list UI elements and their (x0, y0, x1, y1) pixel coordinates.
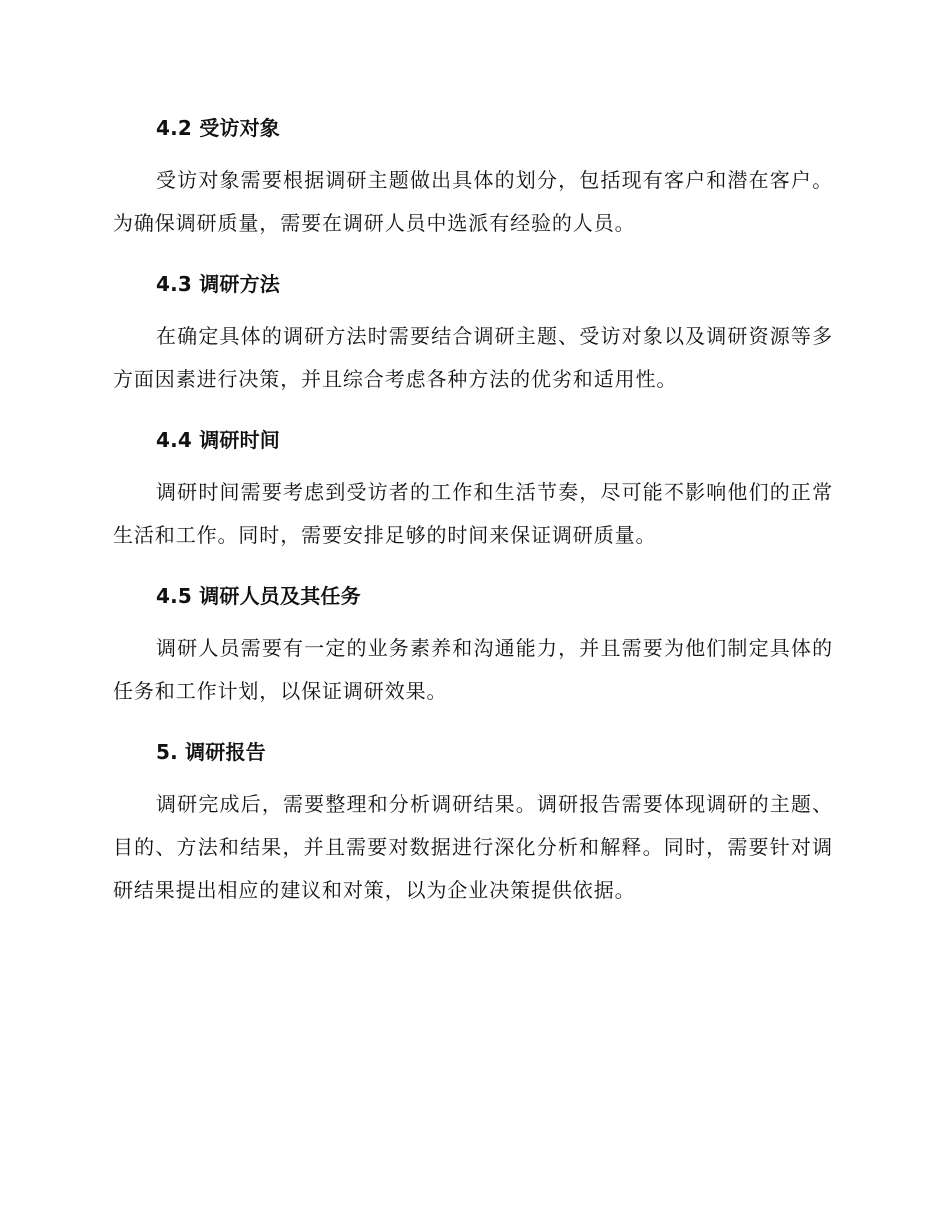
section-4-2 (113, 108, 833, 245)
section-paragraph: 在确定具体的调研方法时需要结合调研主题、受访对象以及调研资源等多方面因素进行决策，并且综合考虑各种方法的优劣和适用性。 (113, 324, 833, 391)
section-paragraph: 调研完成后，需要整理和分析调研结果。调研报告需要体现调研的主题、目的、方法和结果，并且需要对数据进行深化分析和解释。同时，需要针对调研结果提出相应的建议和对策，以为企业决策提供依据。 (113, 792, 833, 902)
section-4-3 (113, 264, 833, 401)
section-heading: 4.5 调研人员及其任务 (156, 584, 361, 608)
section-heading: 4.4 调研时间 (156, 428, 280, 452)
document-page (113, 108, 833, 931)
section-paragraph: 调研人员需要有一定的业务素养和沟通能力，并且需要为他们制定具体的任务和工作计划，以保证调研效果。 (113, 636, 833, 703)
section-4-5 (113, 576, 833, 713)
section-paragraph: 受访对象需要根据调研主题做出具体的划分，包括现有客户和潜在客户。为确保调研质量，需要在调研人员中选派有经验的人员。 (113, 168, 833, 235)
section-heading: 5. 调研报告 (156, 740, 266, 764)
section-heading: 4.3 调研方法 (156, 272, 280, 296)
section-5 (113, 732, 833, 912)
section-heading: 4.2 受访对象 (156, 116, 280, 140)
section-4-4 (113, 420, 833, 557)
section-paragraph: 调研时间需要考虑到受访者的工作和生活节奏，尽可能不影响他们的正常生活和工作。同时，需要安排足够的时间来保证调研质量。 (113, 480, 833, 547)
